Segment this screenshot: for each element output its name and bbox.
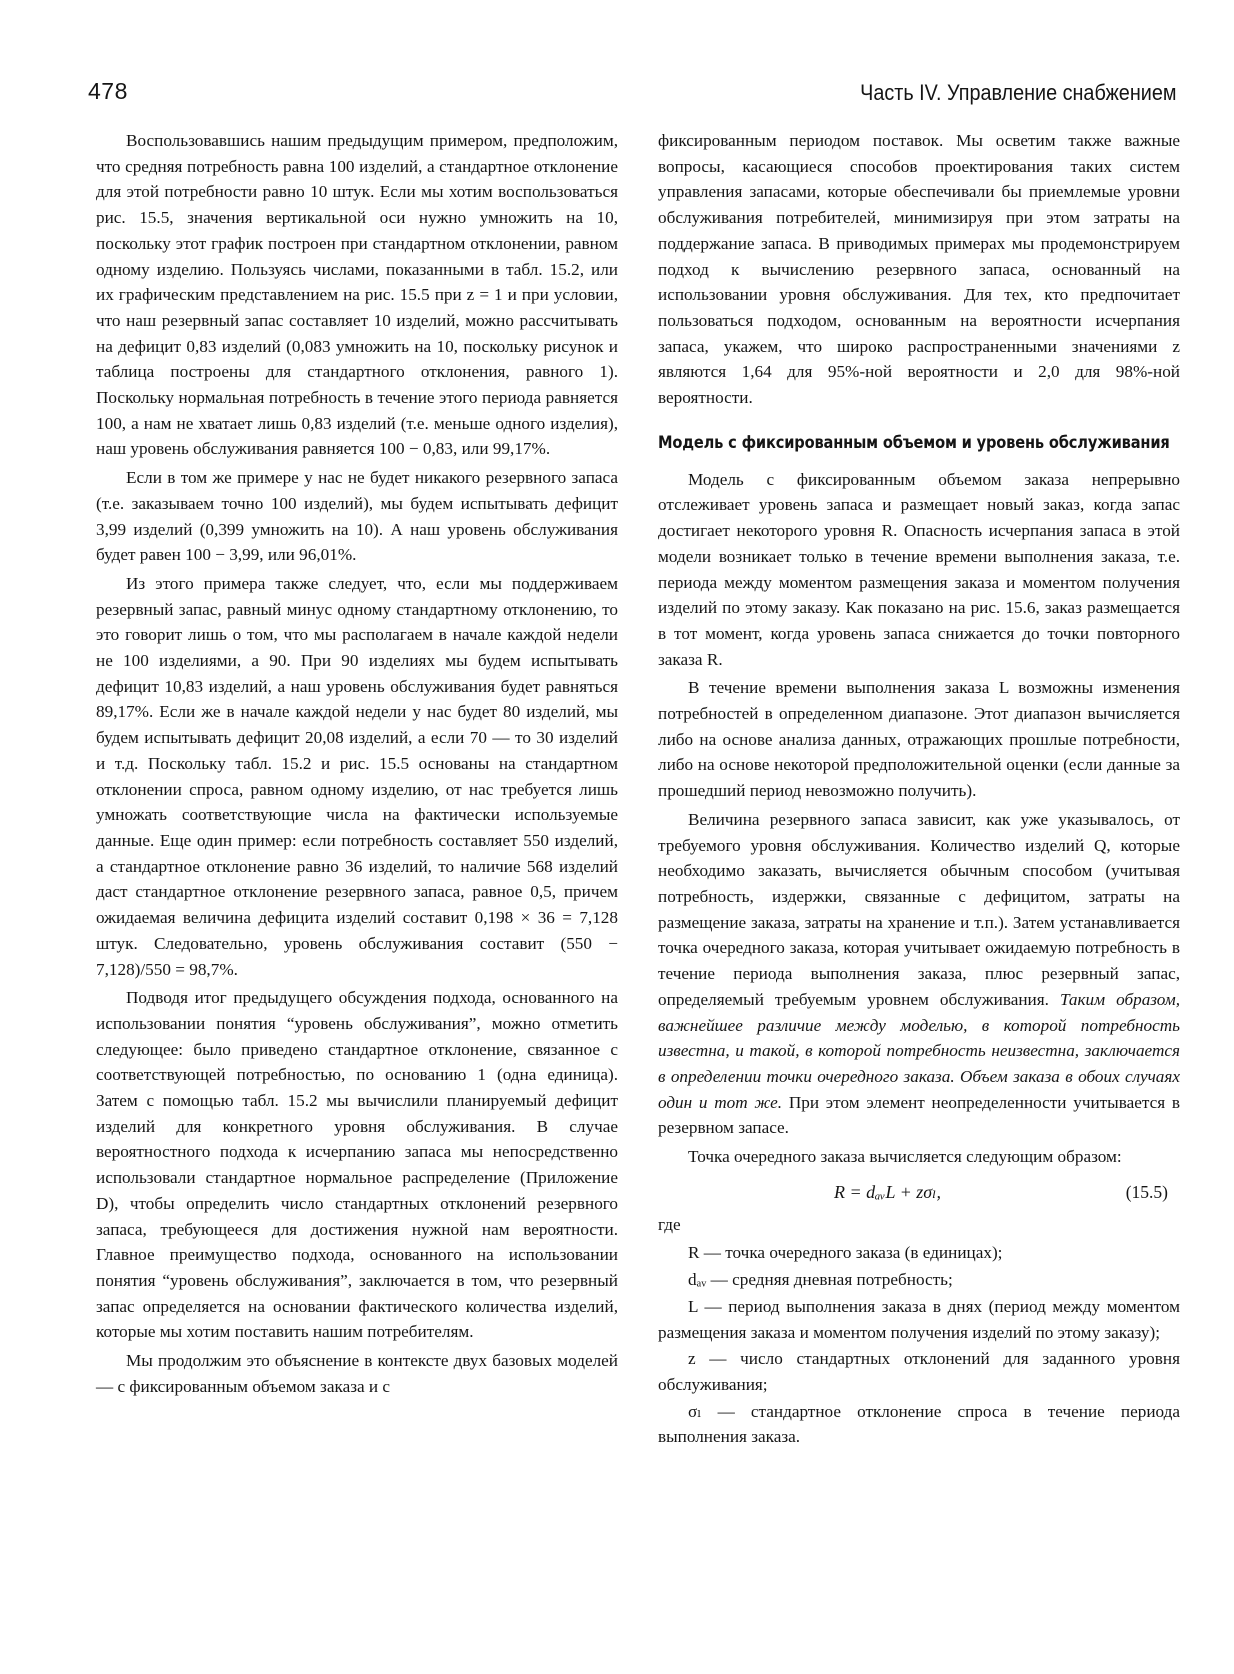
paragraph: Модель с фиксированным объемом заказа непрерывно отслеживает уровень запаса и размещает новый заказ, когда запас достигает некоторого уровня R. Опасность исчерпания запаса в этой модели возникает только в течение времени выполнения заказа, т.е. периода между моментом размещения заказа и моментом получения изделий по этому заказу. Как показано на рис. 15.6, заказ размещается в тот момент, когда уровень запаса снижается до точки повторного заказа R. <box>658 469 1180 669</box>
paragraph: Мы продолжим это объяснение в контексте двух базовых моделей — с фиксированным объемом заказа и с <box>96 1351 618 1396</box>
paragraph: Если в том же примере у нас не будет никакого резервного запаса (т.е. заказываем точно 100 изделий), мы будем испытывать дефицит 3,99 изделий (0,399 умножить на 10). А наш уровень обслуживания будет равен 100 − 3,99, или 96,01%. <box>96 468 618 565</box>
where-label: где <box>658 1214 681 1234</box>
page-number: 478 <box>88 78 128 104</box>
paragraph: Подводя итог предыдущего обсуждения подхода, основанного на использовании понятия “уровень обслуживания”, можно отметить следующее: было приведено стандартное отклонение, связанное с соответствующей потребностью, по основанию 1 (одна единица). Затем с помощью табл. 15.2 мы вычислили планируемый дефицит изделий для конкретного уровня обслуживания. В случае вероятностного подхода к исчерпанию запаса мы непосредственно использовали стандартное нормальное распределение (Приложение D), чтобы определить число стандартных отклонений резервного запаса, требующееся для достижения нужной нам вероятности. Главное преимущество подхода, основанного на использовании понятия “уровень обслуживания”, заключается в том, что резервный запас определяется на основании фактического количества изделий, которые мы хотим поставить нашим потребителям. <box>96 988 618 1342</box>
reorder-point-formula: R = dₐᵥL + zσₗ, <box>834 1181 942 1202</box>
paragraph-continuation: фиксированным периодом поставок. Мы осветим также важные вопросы, касающиеся способов проектирования таких систем управления запасами, которые обеспечивали бы приемлемые уровни обслуживания потребителей, минимизируя при этом затраты на поддержание запаса. В приводимых примерах мы продемонстрируем подход к вычислению резервного запаса, основанный на использовании уровня обслуживания. Для тех, кто предпочитает пользоваться подходом, основанным на вероятности исчерпания запаса, укажем, что широко распространенными значениями z являются 1,64 для 95%-ной вероятности и 2,0 для 98%-ной вероятности. <box>658 131 1180 408</box>
paragraph: Воспользовавшись нашим предыдущим примером, предположим, что средняя потребность равна 100 изделий, а стандартное отклонение для этой потребности равно 10 штук. Если мы хотим воспользоваться рис. 15.5, значения вертикальной оси нужно умножить на 10, поскольку этот график построен при стандартном отклонении, равном одному изделию. Пользуясь числами, показанными в табл. 15.2, или их графическим представлением на рис. 15.5 при z = 1 и при условии, что наш резервный запас составляет 10 изделий, можно рассчитывать на дефицит 0,83 изделий (0,083 умножить на 10, поскольку рисунок и таблица построены для стандартного отклонения, равного 1). Поскольку нормальная потребность в течение этого периода равняется 100, а нам не хватает лишь 0,83 изделий (т.е. меньше одного изделия), наш уровень обслуживания равняется 100 − 0,83, или 99,17%. <box>96 131 618 459</box>
definition-item: z — число стандартных отклонений для заданного уровня обслуживания; <box>658 1349 1180 1394</box>
right-column <box>658 128 1180 1451</box>
paragraph: Точка очередного заказа вычисляется следующим образом: <box>688 1147 1122 1167</box>
left-column <box>96 128 618 1402</box>
paragraph-text: При этом элемент неопределенности учитывается в резервном запасе. <box>658 1092 1180 1138</box>
formula-number: (15.5) <box>1125 1181 1168 1202</box>
paragraph-text: Величина резервного запаса зависит, как уже указывалось, от требуемого уровня обслуживания. Количество изделий Q, которые необходимо заказать, вычисляется обычным способом (учитывая потребность, издержки, связанные с дефицитом, затраты на размещение заказа, затраты на хранение и т.п.). Затем устанавливается точка очередного заказа, которая учитывает ожидаемую потребность в течение периода выполнения заказа, плюс резервный запас, определяемый требуемым уровнем обслуживания. <box>658 809 1180 1009</box>
definition-item: R — точка очередного заказа (в единицах); <box>688 1243 1003 1263</box>
formula-row <box>658 1176 1180 1210</box>
definition-item: σₗ — стандартное отклонение спроса в течение периода выполнения заказа. <box>658 1401 1180 1447</box>
emphasized-text: Таким образом, важнейшее различие между моделью, в которой потребность известна, и такой, в которой потребность неизвестна, заключается в определении точки очередного заказа. Объем заказа в обоих случаях один и тот же. <box>658 989 1180 1112</box>
paragraph: Из этого примера также следует, что, если мы поддерживаем резервный запас, равный минус одному стандартному отклонению, то это говорит лишь о том, что мы располагаем в начале каждой недели не 100 изделиями, а 90. При 90 изделиях мы будем испытывать дефицит 10,83 изделий, а наш уровень обслуживания будет равняться 89,17%. Если же в начале каждой недели у нас будет 80 изделий, мы будем испытывать дефицит 20,08 изделий, а если 70 — то 30 изделий и т.д. Поскольку табл. 15.2 и рис. 15.5 основаны на стандартном отклонении спроса, равном одному изделию, от нас требуется лишь умножать соответствующие числа на фактически используемые данные. Еще один пример: если потребность составляет 550 изделий, а стандартное отклонение равно 36 изделий, то наличие 568 изделий даст стандартное отклонение резервного запаса, равное 0,5, причем ожидаемая величина дефицита изделий составит 0,198 × 36 = 7,128 штук. Следовательно, уровень обслуживания составит (550 − 7,128)/550 = 98,7%. <box>96 573 618 979</box>
running-title: Часть IV. Управление снабжением <box>859 80 1176 105</box>
definition-item: dₐᵥ — средняя дневная потребность; <box>688 1270 953 1290</box>
section-heading: Модель с фиксированным объемом и уровень обслуживания <box>658 432 1170 453</box>
definition-item: L — период выполнения заказа в днях (период между моментом размещения заказа и моментом получения изделий по этому заказу); <box>658 1296 1180 1342</box>
paragraph <box>658 807 1180 1141</box>
paragraph: В течение времени выполнения заказа L возможны изменения потребностей в определенном диапазоне. Этот диапазон вычисляется либо на основе анализа данных, отражающих прошлые потребности, либо на основе некоторой предположительной оценки (если данные за прошедший период невозможно получить). <box>658 678 1180 801</box>
